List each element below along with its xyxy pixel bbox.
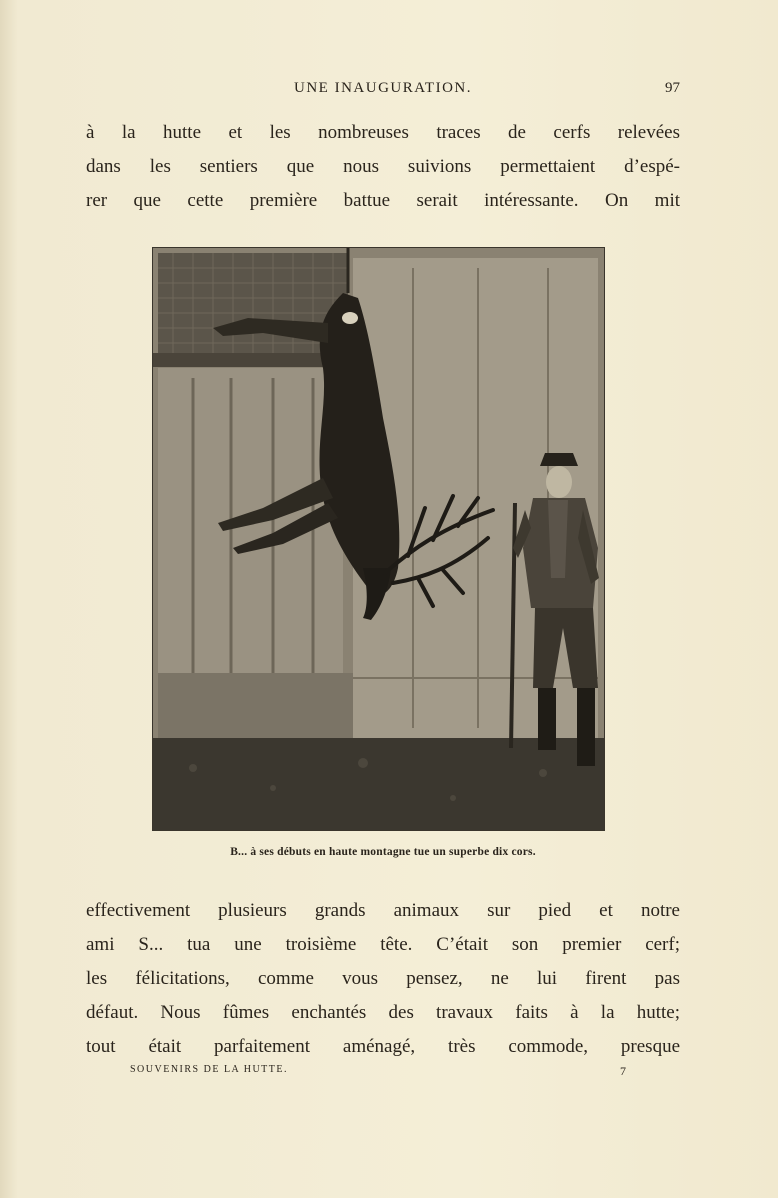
signature-mark: 7 (620, 1064, 626, 1078)
page-number: 97 (665, 80, 680, 96)
printer-signature: SOUVENIRS DE LA HUTTE. (130, 1064, 288, 1075)
text-line: dans les sentiers que nous suivions permettaient d’espé- (86, 156, 680, 177)
text-line: défaut. Nous fûmes enchantés des travaux faits à la hutte; (86, 1002, 680, 1023)
text-line: rer que cette première battue serait intéressante. On mit (86, 190, 680, 211)
text-line: à la hutte et les nombreuses traces de cerfs relevées (86, 122, 680, 143)
text-line: tout était parfaitement aménagé, très commode, presque (86, 1036, 680, 1057)
running-head (86, 80, 680, 102)
running-title: UNE INAUGURATION. (294, 80, 472, 96)
text-line: les félicitations, comme vous pensez, ne lui firent pas (86, 968, 680, 989)
photograph-stag-hunter (153, 248, 604, 830)
body-text-bottom (86, 894, 680, 1064)
figure-caption: B... à ses débuts en haute montagne tue un superbe dix cors. (230, 846, 536, 858)
text-line: ami S... tua une troisième tête. C’était son premier cerf; (86, 934, 680, 955)
text-line: effectivement plusieurs grands animaux sur pied et notre (86, 900, 680, 921)
photograph-illustration (153, 248, 604, 830)
body-text-top (86, 116, 680, 218)
